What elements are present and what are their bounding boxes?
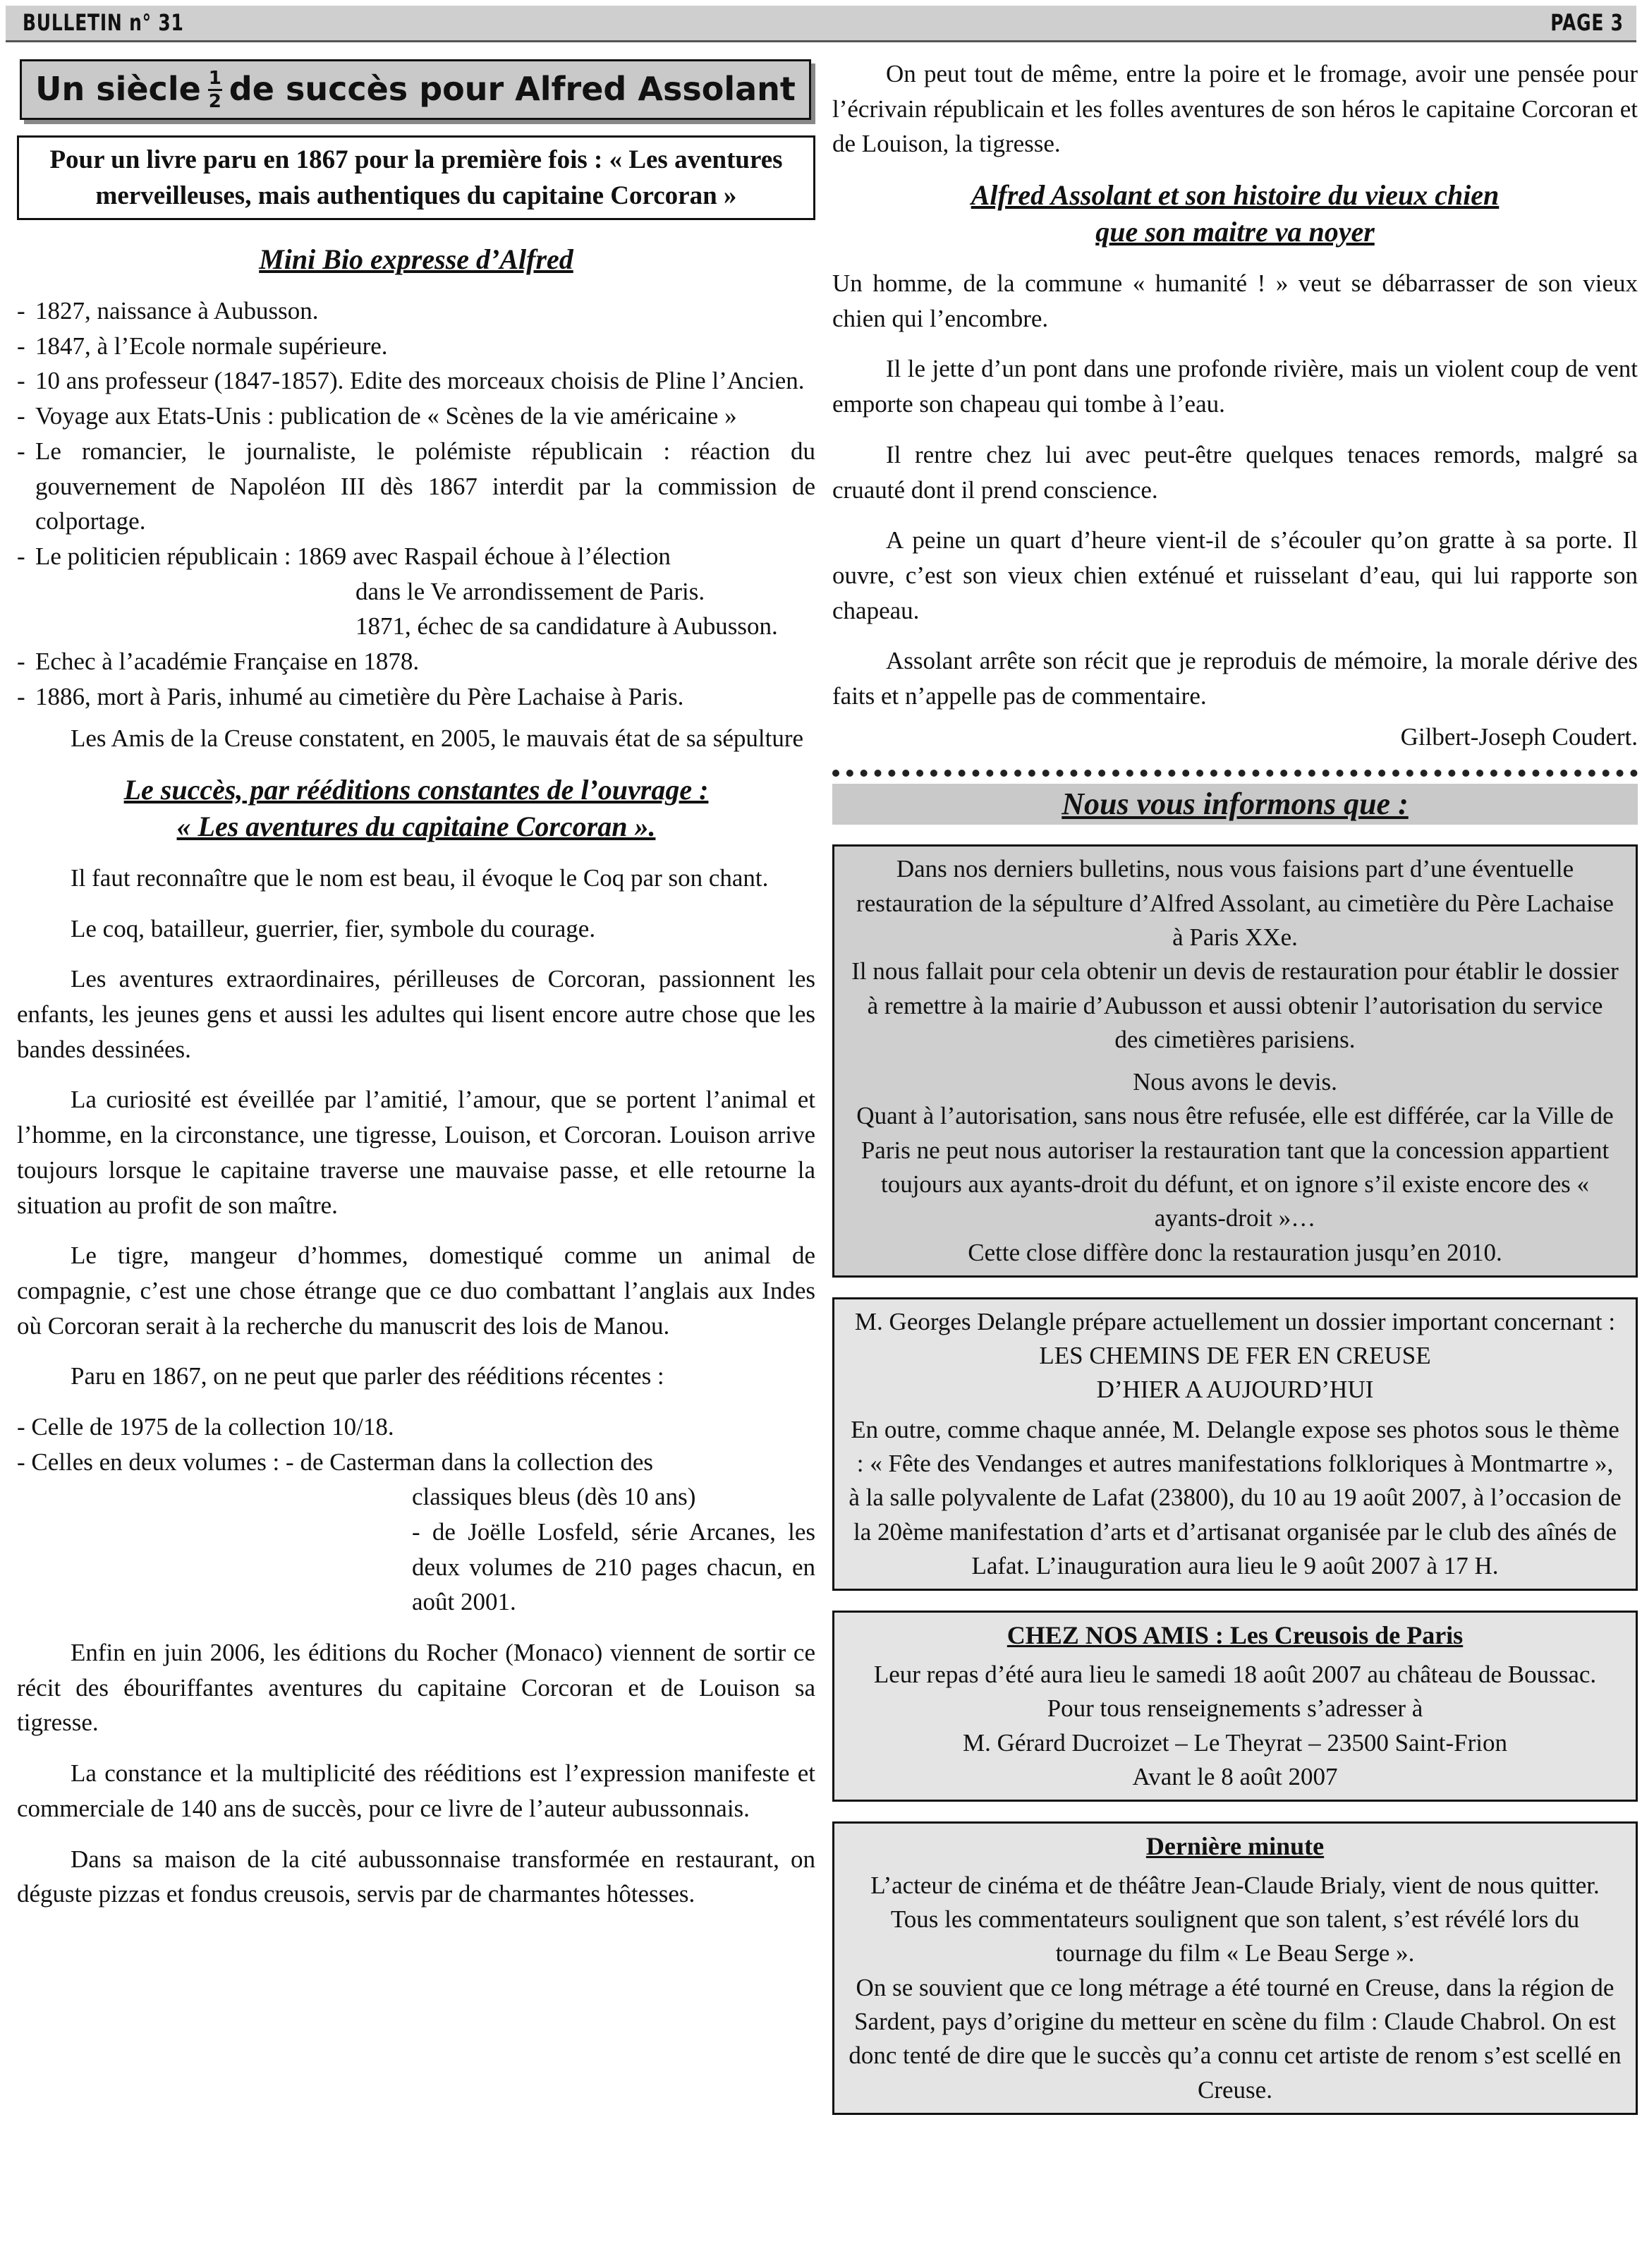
paragraph: Il le jette d’un pont dans une profonde rivière, mais un violent coup de vent emporte son chapeau qui tombe à l’eau. — [832, 355, 1638, 418]
reeditions-list — [17, 1409, 815, 1620]
bio-list — [17, 293, 815, 714]
list-item: - Voyage aux Etats-Unis : publication de « Scènes de la vie américaine » — [17, 402, 737, 430]
paragraph: On peut tout de même, entre la poire et le fromage, avoir une pensée pour l’écrivain républicain et les folles aventures de son héros le capitaine Corcoran et de Louison, la tigresse. — [832, 60, 1638, 158]
article-subtitle-box: Pour un livre paru en 1867 pour la première fois : « Les aventures merveilleuses, mais authentiques du capitaine Corcoran » — [17, 135, 815, 220]
paragraph: Dans sa maison de la cité aubussonnaise transformée en restaurant, on déguste pizzas et fondus creusois, servis par de charmantes hôtesses. — [17, 1845, 815, 1908]
paragraph: La constance et la multiplicité des rééditions est l’expression manifeste et commerciale de 140 ans de succès, pour ce livre de l’auteur aubussonnais. — [17, 1759, 815, 1822]
info-box-delangle: M. Georges Delangle prépare actuellement un dossier important concernant : LES CHEMINS DE FER EN CREUSE D’HIER A AUJOURD’HUI En outre, comme chaque année, M. Delangle expose ses photos sous le thème : « Fête des Vendanges et autres manifestations folkloriques à Montmartre », à la salle polyvalente de Lafat (23800), du 10 au 19 août 2007, à l’occasion de la 20ème manifestation d’arts et d’artisanat organisée par le club des aînés de Lafat. L’inauguration aura lieu le 9 août 2007 à 17 H. — [832, 1297, 1638, 1591]
bio-heading: Mini Bio expresse d’Alfred — [259, 243, 573, 276]
paragraph: A peine un quart d’heure vient-il de s’écouler qu’on gratte à sa porte. Il ouvre, c’est son vieux chien exténué et ruisselant d’eau, qui lui rapporte son chapeau. — [832, 526, 1638, 624]
paragraph: Il rentre chez lui avec peut-être quelques tenaces remords, malgré sa cruauté dont il prend conscience. — [832, 440, 1638, 504]
paragraph: Le tigre, mangeur d’hommes, domestiqué comme un animal de compagnie, c’est une chose étrange que ce duo combattant l’anglais aux Indes où Corcoran serait à la recherche du manuscrit des lois de Manou. — [17, 1242, 815, 1340]
list-item: - Le politicien républicain : 1869 avec Raspail échoue à l’élection — [17, 542, 671, 570]
list-item: - Celle de 1975 de la collection 10/18. — [17, 1412, 394, 1441]
page-number: PAGE 3 — [1550, 9, 1624, 36]
info-box-creusois: CHEZ NOS AMIS : Les Creusois de Paris Leur repas d’été aura lieu le samedi 18 août 2007 au château de Boussac. Pour tous renseignements s’adresser à M. Gérard Ducroizet – Le Theyrat – 23500 Saint-Frion Avant le 8 août 2007 — [832, 1611, 1638, 1802]
info-box-sepulture: Dans nos derniers bulletins, nous vous faisions part d’une éventuelle restauration de la sépulture d’Alfred Assolant, au cimetière du Père Lachaise à Paris XXe. Il nous fallait pour cela obtenir un devis de restauration pour établir le dossier à remettre à la mairie d’Aubusson et aussi obtenir l’autorisation du service des cimetières parisiens. Nous avons le devis. Quant à l’autorisation, sans nous être refusée, elle est différée, car la Ville de Paris ne peut nous autoriser la restauration tant que la concession appartient toujours aux ayants-droit du défunt, et on ignore s’il existe encore des « ayants-droit »… Cette close diffère donc la restauration jusqu’en 2010. — [832, 844, 1638, 1278]
page-header — [6, 6, 1636, 42]
list-item: - 10 ans professeur (1847-1857). Edite des morceaux choisis de Pline l’Ancien. — [17, 367, 805, 395]
list-item: - Echec à l’académie Française en 1878. — [17, 647, 420, 675]
dotted-divider — [832, 770, 1638, 780]
bulletin-number: BULLETIN n° 31 — [23, 9, 184, 36]
fraction-half: $\frac{1}{2}$ — [208, 67, 221, 112]
list-item: - Celles en deux volumes : - de Casterman dans la collection des — [17, 1448, 653, 1476]
left-column — [17, 56, 815, 1927]
paragraph: Un homme, de la commune « humanité ! » veut se débarrasser de son vieux chien qui l’encombre. — [832, 269, 1638, 332]
paragraph: Les aventures extraordinaires, périlleuses de Corcoran, passionnent les enfants, les jeunes gens et aussi les adultes qui lisent encore autre chose que les bandes dessinées. — [17, 965, 815, 1063]
list-item-continuation: 1871, échec de sa candidature à Aubusson. — [355, 612, 778, 641]
box-heading: CHEZ NOS AMIS : Les Creusois de Paris — [1007, 1621, 1464, 1650]
paragraph: Paru en 1867, on ne peut que parler des rééditions récentes : — [71, 1362, 664, 1390]
list-item: - 1827, naissance à Aubusson. — [17, 297, 319, 325]
paragraph: Assolant arrête son récit que je reproduis de mémoire, la morale dérive des faits et n’appelle pas de commentaire. — [832, 647, 1638, 710]
article-title: Un siècle $\frac{1}{2}$ de succès pour Alfred Assolant — [20, 59, 811, 120]
paragraph: La curiosité est éveillée par l’amitié, l’amour, que se portent l’animal et l’homme, en la circonstance, une tigresse, Louison, et Corcoran. Louison arrive toujours lorsque le capitaine traverse une mauvaise passe, et elle retourne la situation au profit de son maître. — [17, 1086, 815, 1219]
list-item: - Le romancier, le journaliste, le polémiste républicain : réaction du gouvernement de Napoléon III dès 1867 interdit par la commission de colportage. — [17, 437, 815, 535]
list-item: - 1886, mort à Paris, inhumé au cimetière du Père Lachaise à Paris. — [17, 682, 684, 710]
paragraph: Le coq, batailleur, guerrier, fier, symbole du courage. — [71, 914, 596, 942]
info-heading: Nous vous informons que : — [832, 784, 1638, 825]
succes-heading: Le succès, par rééditions constantes de l’ouvrage : « Les aventures du capitaine Corcoran ». — [123, 774, 709, 843]
list-item-continuation: dans le Ve arrondissement de Paris. — [355, 577, 705, 605]
paragraph: Enfin en juin 2006, les éditions du Rocher (Monaco) viennent de sortir ce récit des ébouriffantes aventures du capitaine Corcoran et de Louison sa tigresse. — [17, 1639, 815, 1737]
box-heading: Dernière minute — [1145, 1832, 1325, 1861]
list-item: - 1847, à l’Ecole normale supérieure. — [17, 332, 388, 360]
signature: Gilbert-Joseph Coudert. — [1400, 722, 1638, 751]
list-item-continuation: - de Joëlle Losfeld, série Arcanes, les deux volumes de 210 pages chacun, en août 2001. — [412, 1518, 815, 1616]
paragraph: Il faut reconnaître que le nom est beau, il évoque le Coq par son chant. — [71, 864, 769, 892]
chien-heading: Alfred Assolant et son histoire du vieux chien que son maitre va noyer — [971, 179, 1500, 248]
info-box-derniere-minute: Dernière minute L’acteur de cinéma et de théâtre Jean-Claude Brialy, vient de nous quitter. Tous les commentateurs soulignent que son talent, s’est révélé lors du tournage du film « Le Beau Serge ». On se souvient que ce long métrage a été tourné en Creuse, dans la région de Sardent, pays d’origine du metteur en scène du film : Claude Chabrol. On est donc tenté de dire que le succès qu’a connu cet artiste de renom s’est scellé en Creuse. — [832, 1821, 1638, 2115]
list-item-continuation: classiques bleus (dès 10 ans) — [412, 1483, 696, 1511]
right-column — [832, 56, 1638, 2135]
paragraph: Les Amis de la Creuse constatent, en 2005, le mauvais état de sa sépulture — [71, 724, 804, 753]
